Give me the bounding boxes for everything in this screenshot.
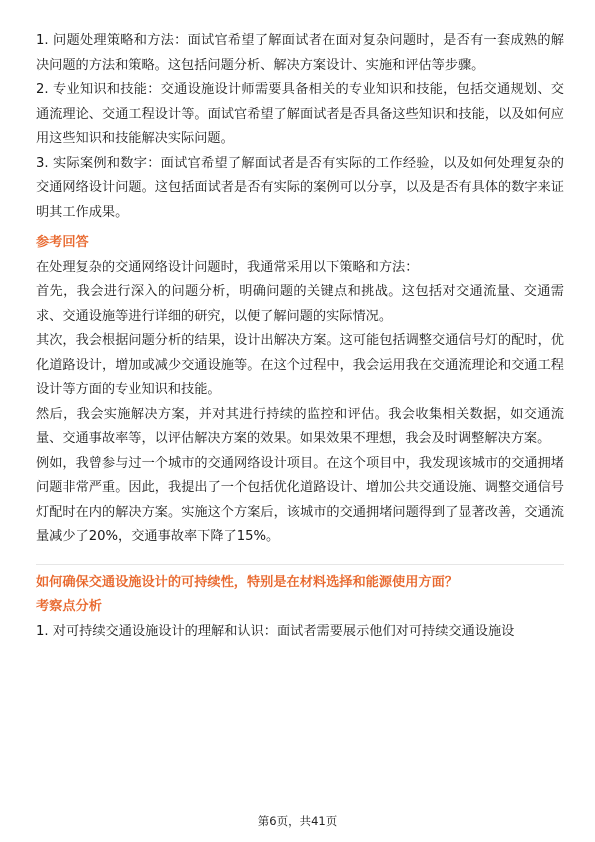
answer-paragraph-first: 首先，我会进行深入的问题分析，明确问题的关键点和挑战。这包括对交通流量、交通需求、交通设施等进行详细的研究，以便了解问题的实际情况。 (36, 284, 564, 324)
answer-paragraph-second: 其次，我会根据问题分析的结果，设计出解决方案。这可能包括调整交通信号灯的配时，优化道路设计，增加或减少交通设施等。在这个过程中，我会运用我在交通流理论和交通工程设计等方面的专业知识和技能。 (36, 333, 564, 397)
assessment-point-2: 2. 专业知识和技能：交通设施设计师需要具备相关的专业知识和技能，包括交通规划、交通流理论、交通工程设计等。面试官希望了解面试者是否具备这些知识和技能，以及如何应用这些知识和技能解决实际问题。 (36, 82, 564, 146)
reference-answer-heading: 参考回答 (36, 235, 89, 250)
answer-paragraph-example: 例如，我曾参与过一个城市的交通网络设计项目。在这个项目中，我发现该城市的交通拥堵问题非常严重。因此，我提出了一个包括优化道路设计、增加公共交通设施、调整交通信号灯配时在内的解决方案。实施这个方案后，该城市的交通拥堵问题得到了显著改善，交通流量减少了20%，交通事故率下降了15%。 (36, 455, 564, 544)
answer-paragraph-then: 然后，我会实施解决方案，并对其进行持续的监控和评估。我会收集相关数据，如交通流量、交通事故率等，以评估解决方案的效果。如果效果不理想，我会及时调整解决方案。 (36, 406, 564, 446)
question-heading: 如何确保交通设施设计的可持续性，特别是在材料选择和能源使用方面？ (36, 574, 458, 590)
assessment-point-1: 1. 问题处理策略和方法：面试官希望了解面试者在面对复杂问题时，是否有一套成熟的解决问题的方法和策略。这包括问题分析、解决方案设计、实施和评估等步骤。 (36, 33, 564, 73)
analysis-point-1: 1. 对可持续交通设施设计的理解和认识：面试者需要展示他们对可持续交通设施设 (36, 623, 515, 639)
analysis-heading: 考察点分析 (36, 599, 102, 614)
page-number: 第6页，共41页 (257, 814, 338, 828)
assessment-point-3: 3. 实际案例和数字：面试官希望了解面试者是否有实际的工作经验，以及如何处理复杂的交通网络设计问题。这包括面试者是否有实际的案例可以分享，以及是否有具体的数字来证明其工作成果。 (36, 155, 564, 220)
document-body (36, 29, 564, 644)
answer-intro: 在处理复杂的交通网络设计问题时，我通常采用以下策略和方法： (36, 259, 419, 275)
